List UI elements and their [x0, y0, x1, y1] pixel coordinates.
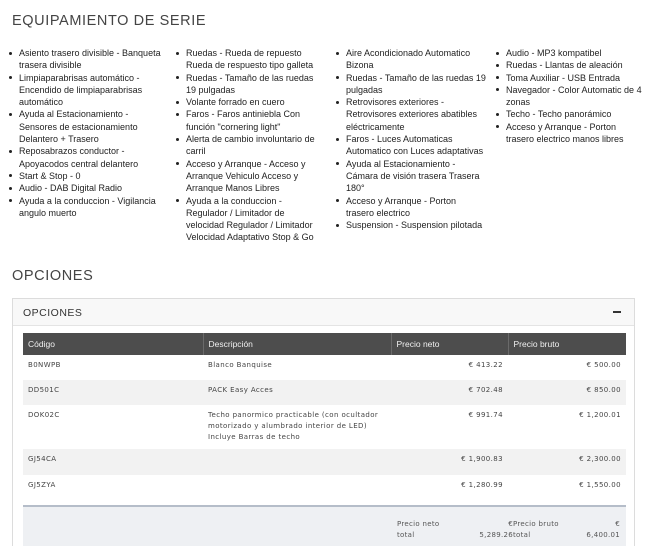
equipment-item: Reposabrazos conductor - Apoyacodos central delantero — [7, 145, 162, 170]
equipment-item: Navegador - Color Automatic de 4 zonas — [494, 84, 644, 109]
equipment-title: EQUIPAMIENTO DE SERIE — [12, 13, 207, 29]
equipment-column-2 — [174, 47, 324, 244]
column-header-description[interactable]: Descripción — [203, 333, 391, 355]
options-panel-header[interactable] — [13, 299, 634, 326]
equipment-item: Ruedas - Tamaño de las ruedas 19 pulgadas — [334, 72, 486, 97]
cell-code: DOK02C — [23, 405, 203, 449]
equipment-item: Techo - Techo panorámico — [494, 108, 644, 120]
cell-gross-price: € 2,300.00 — [508, 449, 626, 475]
equipment-item: Aire Acondicionado Automatico Bizona — [334, 47, 486, 72]
cell-gross-price: € 500.00 — [508, 355, 626, 380]
equipment-item: Ayuda al Estacionamiento - Cámara de visión trasera Trasera 180° — [334, 158, 486, 195]
equipment-item: Ayuda a la conduccion - Vigilancia angulo muerto — [7, 195, 162, 220]
net-total-label: Precio neto total — [397, 520, 440, 539]
net-total-value: 5,289.26 — [479, 531, 513, 539]
equipment-item: Volante forrado en cuero — [174, 96, 324, 108]
column-header-net-price[interactable]: Precio neto — [391, 333, 508, 355]
cell-net-price: € 1,900.83 — [391, 449, 508, 475]
equipment-item: Start & Stop - 0 — [7, 170, 162, 182]
table-row — [23, 405, 626, 449]
equipment-item: Ayuda a la conduccion - Regulador / Limitador de velocidad Regulador / Limitador Velocidad Adaptativo Stop & Go — [174, 195, 324, 244]
equipment-item: Audio - DAB Digital Radio — [7, 182, 162, 194]
column-header-code[interactable]: Código — [23, 333, 203, 355]
cell-code: GJ5ZYA — [23, 475, 203, 501]
gross-total-value: 6,400.01 — [586, 531, 620, 539]
equipment-item: Ruedas - Llantas de aleación — [494, 59, 644, 71]
equipment-item: Acceso y Arranque - Porton trasero electrico manos libres — [494, 121, 644, 146]
equipment-column-4 — [494, 47, 644, 145]
options-table — [23, 333, 626, 501]
equipment-item: Faros - Faros antiniebla Con función "cornering light" — [174, 108, 324, 133]
cell-gross-price: € 1,200.01 — [508, 405, 626, 449]
equipment-item: Acceso y Arranque - Porton trasero electrico — [334, 195, 486, 220]
cell-description: Techo panormico practicable (con ocultador motorizado y alumbrado interior de LED) Incluye Barras de techo — [203, 405, 391, 449]
cell-net-price: € 1,280.99 — [391, 475, 508, 501]
gross-total-currency: € — [615, 520, 620, 528]
equipment-item: Faros - Luces Automaticas Automatico con Luces adaptativas — [334, 133, 486, 158]
gross-total-label: Precio bruto total — [513, 520, 559, 539]
table-row — [23, 475, 626, 501]
totals-row — [23, 505, 626, 546]
equipment-item: Alerta de cambio involuntario de carril — [174, 133, 324, 158]
equipment-column-1 — [7, 47, 162, 219]
cell-net-price: € 702.48 — [391, 380, 508, 405]
minus-icon[interactable] — [612, 306, 622, 316]
equipment-item: Acceso y Arranque - Acceso y Arranque Vehiculo Acceso y Arranque Manos Libres — [174, 158, 324, 195]
equipment-item: Suspension - Suspension pilotada — [334, 219, 486, 231]
table-row — [23, 449, 626, 475]
cell-code: GJ54CA — [23, 449, 203, 475]
cell-code: B0NWPB — [23, 355, 203, 380]
cell-code: DD501C — [23, 380, 203, 405]
cell-gross-price: € 850.00 — [508, 380, 626, 405]
cell-description — [203, 475, 391, 501]
equipment-item: Audio - MP3 kompatibel — [494, 47, 644, 59]
equipment-item: Ruedas - Tamaño de las ruedas 19 pulgadas — [174, 72, 324, 97]
equipment-item: Ruedas - Rueda de repuesto Rueda de respuesto tipo galleta — [174, 47, 324, 72]
options-panel — [12, 298, 635, 546]
equipment-item: Limpiaparabrisas automático - Encendido de limpiaparabrisas automático — [7, 72, 162, 109]
equipment-item: Ayuda al Estacionamiento - Sensores de estacionamiento Delantero + Trasero — [7, 108, 162, 145]
net-total-currency: € — [508, 520, 513, 528]
equipment-item: Retrovisores exteriores - Retrovisores exteriores abatibles eléctricamente — [334, 96, 486, 133]
table-row — [23, 355, 626, 380]
cell-description: PACK Easy Acces — [203, 380, 391, 405]
cell-description — [203, 449, 391, 475]
cell-gross-price: € 1,550.00 — [508, 475, 626, 501]
cell-description: Blanco Banquise — [203, 355, 391, 380]
table-row — [23, 380, 626, 405]
equipment-item: Asiento trasero divisible - Banqueta trasera divisible — [7, 47, 162, 72]
cell-net-price: € 413.22 — [391, 355, 508, 380]
options-panel-title: OPCIONES — [23, 307, 83, 319]
cell-net-price: € 991.74 — [391, 405, 508, 449]
options-section-title: OPCIONES — [12, 268, 94, 284]
column-header-gross-price[interactable]: Precio bruto — [508, 333, 626, 355]
equipment-column-3 — [334, 47, 486, 231]
equipment-item: Toma Auxiliar - USB Entrada — [494, 72, 644, 84]
